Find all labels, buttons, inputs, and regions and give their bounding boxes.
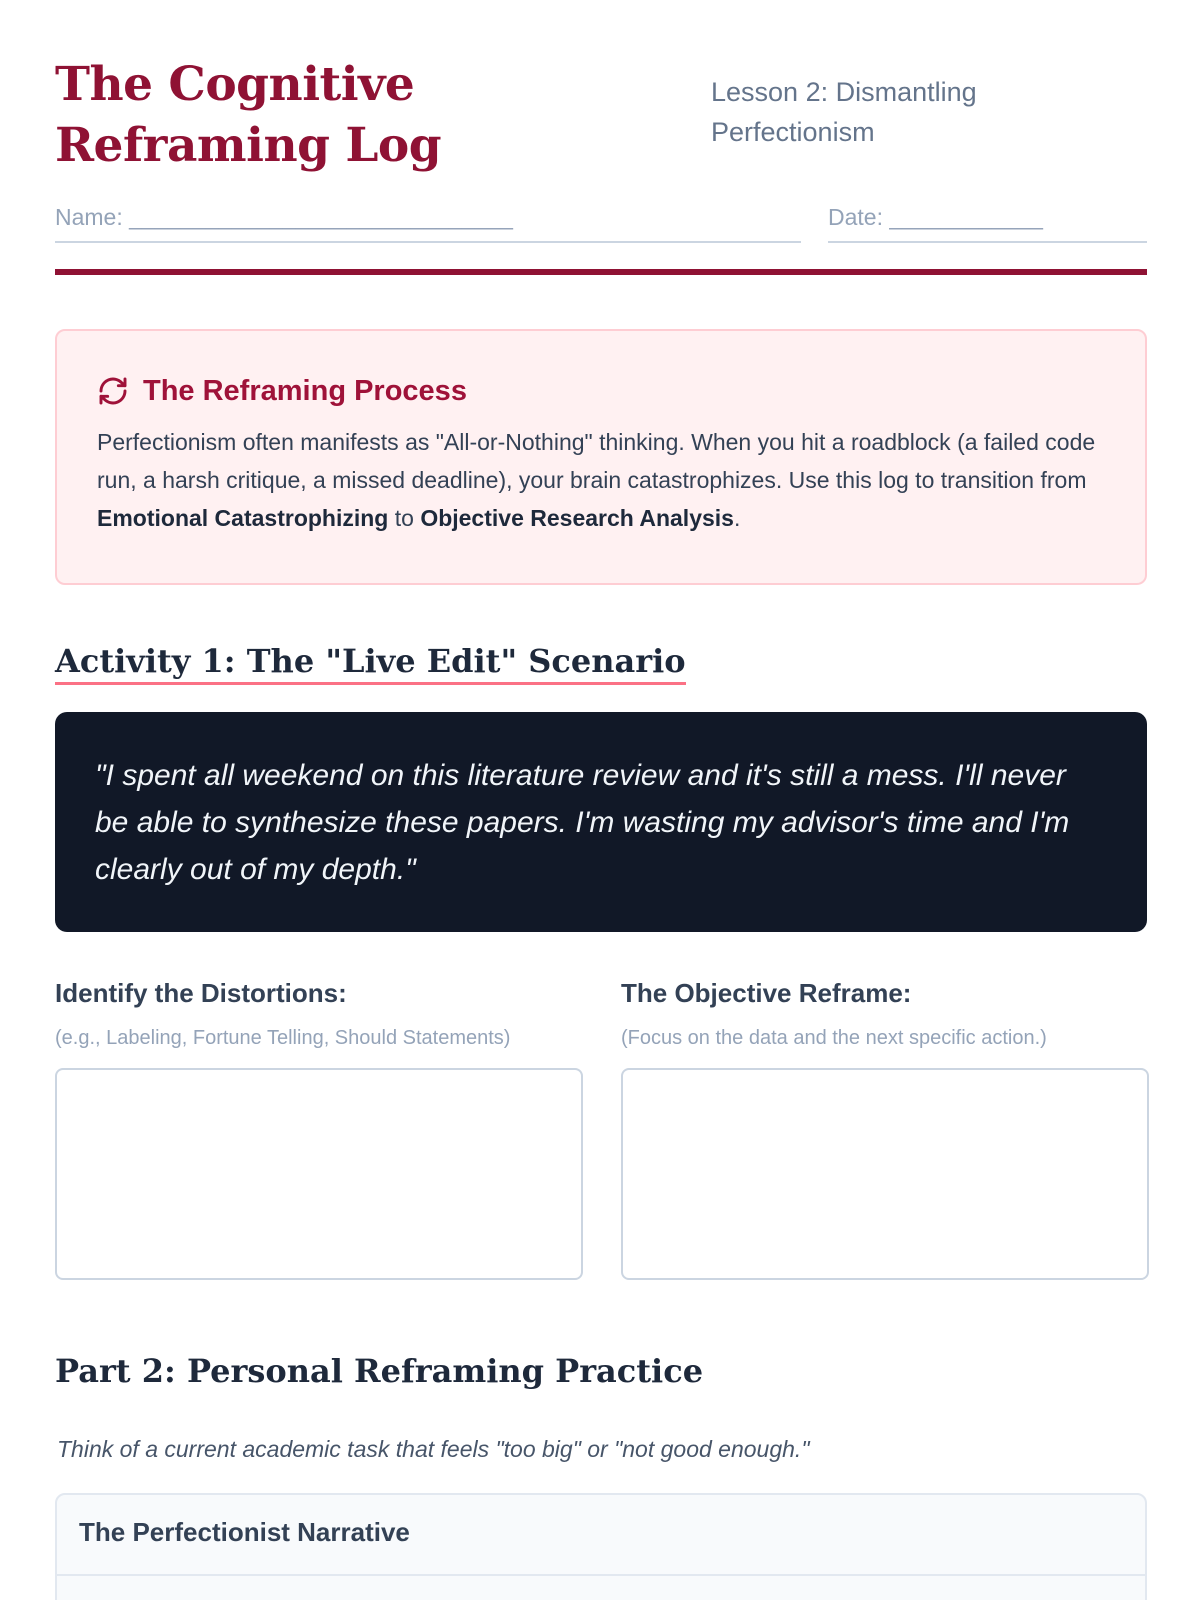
lesson-subtitle: Lesson 2: Dismantling Perfectionism — [711, 77, 977, 147]
narrative-label: The Perfectionist Narrative — [57, 1495, 1145, 1576]
process-text-to: to — [388, 505, 421, 531]
reframe-column — [621, 976, 1149, 1280]
part2-hint: Think of a current academic task that feels "too big" or "not good enough." — [57, 1436, 810, 1462]
reframe-hint: (Focus on the data and the next specific action.) — [621, 1027, 1047, 1049]
process-text-end: . — [733, 505, 741, 531]
narrative-card — [55, 1493, 1147, 1600]
name-field[interactable]: Name: ______________________________ — [55, 200, 801, 243]
distortions-answer-box[interactable] — [55, 1068, 583, 1280]
process-title: The Reframing Process — [143, 374, 467, 407]
header-divider — [55, 269, 1147, 275]
process-description — [97, 423, 1105, 537]
distortions-column — [55, 976, 583, 1280]
scenario-quote: "I spent all weekend on this literature review and it's still a mess. I'll never be able to synthesize these papers. I'm wasting my advisor's time and I'm clearly out of my depth." — [55, 712, 1147, 932]
process-text: Perfectionism often manifests as "All-or-Nothing" thinking. When you hit a roadblock (a failed code run, a harsh critique, a missed deadline), your brain catastrophizes. Use this log to transition from — [97, 429, 1096, 493]
page-title: The Cognitive Reframing Log — [55, 57, 442, 173]
process-header — [97, 371, 1105, 411]
reframe-label: The Objective Reframe: — [621, 978, 912, 1008]
refresh-icon — [97, 375, 129, 407]
activity-title: Activity 1: The "Live Edit" Scenario — [55, 640, 686, 685]
part2-title: Part 2: Personal Reframing Practice — [55, 1352, 704, 1390]
distortions-hint: (e.g., Labeling, Fortune Telling, Should Statements) — [55, 1027, 511, 1049]
date-field[interactable]: Date: ____________ — [828, 200, 1147, 243]
reframe-answer-box[interactable] — [621, 1068, 1149, 1280]
meta-row — [55, 200, 1147, 244]
distortions-label: Identify the Distortions: — [55, 978, 347, 1008]
reframing-process-box — [55, 329, 1147, 585]
header — [55, 54, 1147, 174]
emphasis-analysis: Objective Research Analysis — [420, 505, 734, 531]
emphasis-catastrophizing: Emotional Catastrophizing — [97, 505, 389, 531]
